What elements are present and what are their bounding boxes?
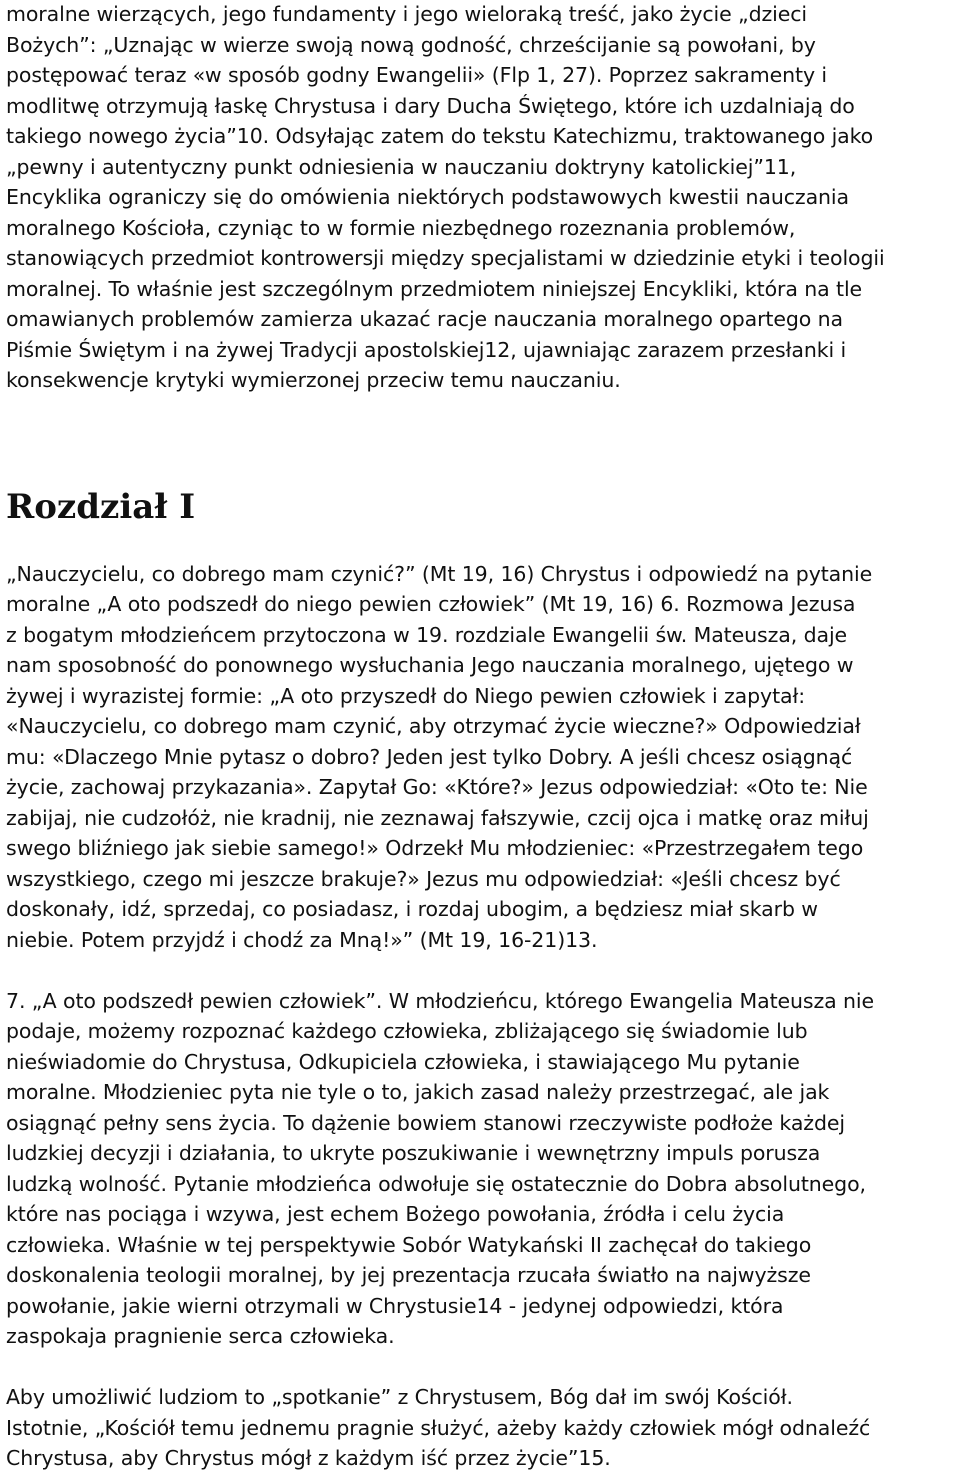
text-line: ludzkiej decyzji i działania, to ukryte poszukiwanie i wewnętrzny impuls porusza xyxy=(6,1141,821,1165)
text-line: moralnego Kościoła, czyniąc to w formie niezbędnego rozeznania problemów, xyxy=(6,216,796,240)
text-line: „pewny i autentyczny punkt odniesienia w nauczaniu doktryny katolickiej”11, xyxy=(6,155,797,179)
text-line: zaspokaja pragnienie serca człowieka. xyxy=(6,1324,395,1348)
text-line: Bożych”: „Uznając w wierze swoją nową godność, chrześcijanie są powołani, by xyxy=(6,33,816,57)
text-line: mu: «Dlaczego Mnie pytasz o dobro? Jeden jest tylko Dobry. A jeśli chcesz osiągnąć xyxy=(6,745,853,769)
text-line: podaje, możemy rozpoznać każdego człowieka, zbliżającego się świadomie lub xyxy=(6,1019,808,1043)
text-line: Piśmie Świętym i na żywej Tradycji apostolskiej12, ujawniając zarazem przesłanki i xyxy=(6,338,847,362)
text-line: modlitwę otrzymują łaskę Chrystusa i dary Ducha Świętego, które ich uzdalniają do xyxy=(6,94,855,118)
text-line: moralnej. To właśnie jest szczególnym przedmiotem niniejszej Encykliki, która na tle xyxy=(6,277,863,301)
text-line: Chrystusa, aby Chrystus mógł z każdym iść przez życie”15. xyxy=(6,1446,611,1470)
text-line: Aby umożliwić ludziom to „spotkanie” z Chrystusem, Bóg dał im swój Kościół. xyxy=(6,1385,793,1409)
text-line: zabijaj, nie cudzołóż, nie kradnij, nie zeznawaj fałszywie, czcij ojca i matkę oraz miłuj xyxy=(6,806,869,830)
text-line: powołanie, jakie wierni otrzymali w Chrystusie14 - jedynej odpowiedzi, która xyxy=(6,1294,784,1318)
text-line: doskonalenia teologii moralnej, by jej prezentacja rzucała światło na najwyższe xyxy=(6,1263,811,1287)
text-line: postępować teraz «w sposób godny Ewangelii» (Flp 1, 27). Poprzez sakramenty i xyxy=(6,63,828,87)
text-line: moralne wierzących, jego fundamenty i jego wieloraką treść, jako życie „dzieci xyxy=(6,2,808,26)
chapter-heading: Rozdział I xyxy=(6,487,196,527)
text-line: Encyklika ograniczy się do omówienia niektórych podstawowych kwestii nauczania xyxy=(6,185,849,209)
text-line: takiego nowego życia”10. Odsyłając zatem do tekstu Katechizmu, traktowanego jako xyxy=(6,124,874,148)
text-line: nam sposobność do ponownego wysłuchania Jego nauczania moralnego, ujętego w xyxy=(6,653,854,677)
text-line: stanowiących przedmiot kontrowersji między specjalistami w dziedzinie etyki i teologii xyxy=(6,246,885,270)
text-line: omawianych problemów zamierza ukazać racje nauczania moralnego opartego na xyxy=(6,307,843,331)
text-line: z bogatym młodzieńcem przytoczona w 19. rozdziale Ewangelii św. Mateusza, daje xyxy=(6,623,848,647)
text-line: «Nauczycielu, co dobrego mam czynić, aby otrzymać życie wieczne?» Odpowiedział xyxy=(6,714,861,738)
text-line: nieświadomie do Chrystusa, Odkupiciela człowieka, i stawiającego Mu pytanie xyxy=(6,1050,800,1074)
text-line: moralne. Młodzieniec pyta nie tyle o to, jakich zasad należy przestrzegać, ale jak xyxy=(6,1080,830,1104)
text-line: wszystkiego, czego mi jeszcze brakuje?» Jezus mu odpowiedział: «Jeśli chcesz być xyxy=(6,867,841,891)
text-line: osiągnąć pełny sens życia. To dążenie bowiem stanowi rzeczywiste podłoże każdej xyxy=(6,1111,845,1135)
text-line: 7. „A oto podszedł pewien człowiek”. W młodzieńcu, którego Ewangelia Mateusza nie xyxy=(6,989,875,1013)
text-line: konsekwencje krytyki wymierzonej przeciw temu nauczaniu. xyxy=(6,368,621,392)
text-line: ludzką wolność. Pytanie młodzieńca odwołuje się ostatecznie do Dobra absolutnego, xyxy=(6,1172,866,1196)
text-line: człowieka. Właśnie w tej perspektywie Sobór Watykański II zachęcał do takiego xyxy=(6,1233,812,1257)
text-line: doskonały, idź, sprzedaj, co posiadasz, i rozdaj ubogim, a będziesz miał skarb w xyxy=(6,897,818,921)
text-line: żywej i wyrazistej formie: „A oto przyszedł do Niego pewien człowiek i zapytał: xyxy=(6,684,805,708)
text-line: niebie. Potem przyjdź i chodź za Mną!»” (Mt 19, 16-21)13. xyxy=(6,928,598,952)
text-line: moralne „A oto podszedł do niego pewien człowiek” (Mt 19, 16) 6. Rozmowa Jezusa xyxy=(6,592,856,616)
text-line: które nas pociąga i wzywa, jest echem Bożego powołania, źródła i celu życia xyxy=(6,1202,785,1226)
text-line: swego bliźniego jak siebie samego!» Odrzekł Mu młodzieniec: «Przestrzegałem tego xyxy=(6,836,864,860)
text-line: życie, zachowaj przykazania». Zapytał Go: «Które?» Jezus odpowiedział: «Oto te: Nie xyxy=(6,775,868,799)
text-line: „Nauczycielu, co dobrego mam czynić?” (Mt 19, 16) Chrystus i odpowiedź na pytanie xyxy=(6,562,873,586)
text-line: Istotnie, „Kościół temu jednemu pragnie służyć, ażeby każdy człowiek mógł odnaleźć xyxy=(6,1416,871,1440)
